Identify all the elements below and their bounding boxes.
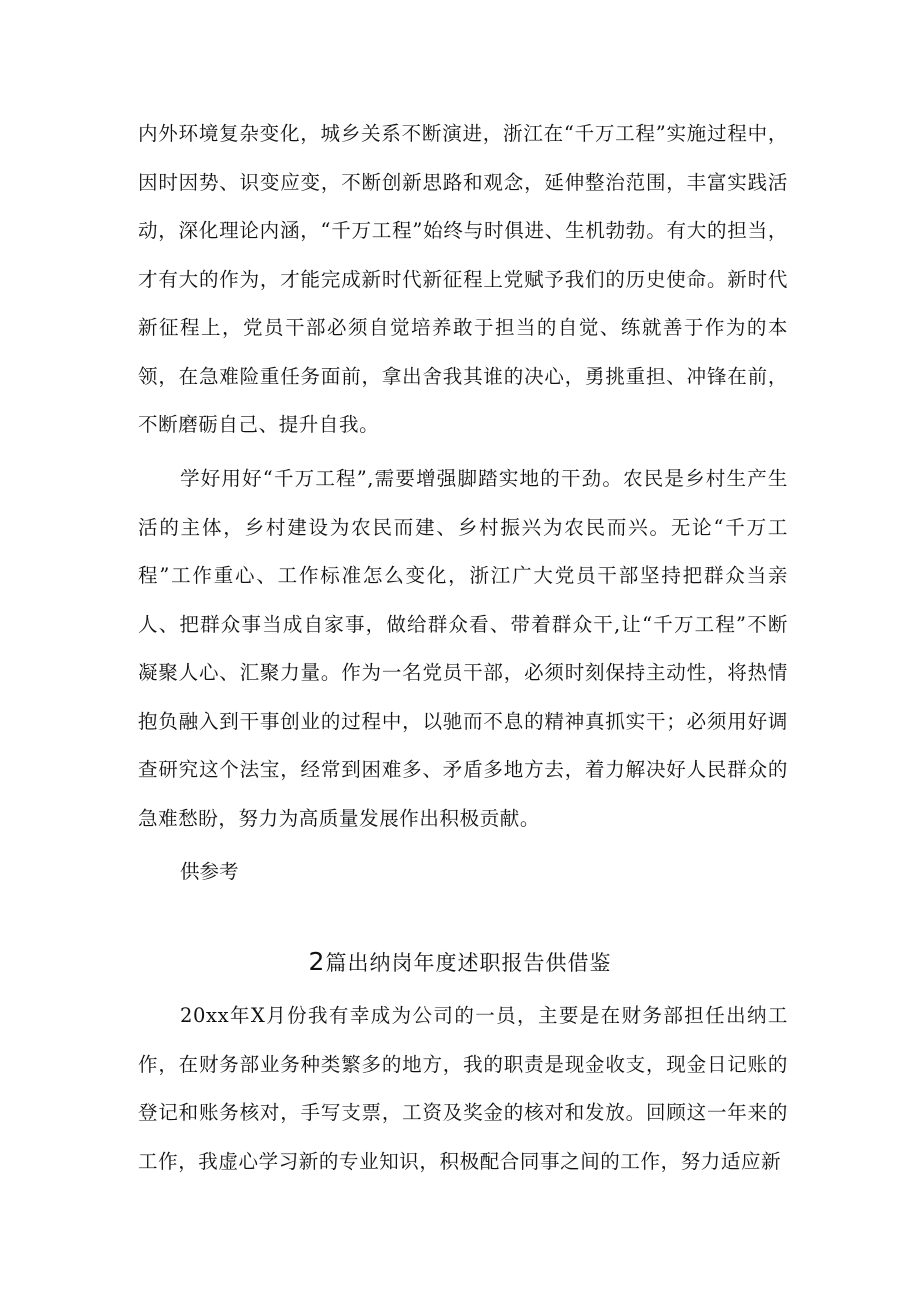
section-heading-text: 篇出纳岗年度述职报告供借鉴 <box>325 951 612 975</box>
reference-note: 供参考 <box>180 860 239 883</box>
paragraph-1: 内外环境复杂变化，城乡关系不断演进，浙江在“千万工程”实施过程中，因时因势、识变应变，不断创新思路和观念，延伸整治范围，丰富实践活动，深化理论内涵，“千万工程”始终与时俱进、生机勃勃。有大的担当，才有大的作为，才能完成新时代新征程上党赋予我们的历史使命。新时代新征程上，党员干部必须自觉培养敢于担当的自觉、练就善于作为的本领，在急难险重任务面前，拿出舍我其谁的决心，勇挑重担、冲锋在前，不断磨砺自己、提升自我。 <box>138 122 788 436</box>
paragraph-3: 20xx年X月份我有幸成为公司的一员，主要是在财务部担任出纳工作，在财务部业务种类繁多的地方，我的职责是现金收支，现金日记账的登记和账务核对，手写支票，工资及奖金的核对和发放。回顾这一年来的工作，我虚心学习新的专业知识，积极配合同事之间的工作，努力适应新 <box>138 1004 788 1173</box>
section-heading <box>0 938 920 987</box>
section-heading-number: 2 <box>308 947 326 976</box>
paragraph-2: 学好用好“千万工程”,需要增强脚踏实地的干劲。农民是乡村生产生活的主体，乡村建设为农民而建、乡村振兴为农民而兴。无论“千万工程”工作重心、工作标准怎么变化，浙江广大党员干部坚持把群众当亲人、把群众事当成自家事，做给群众看、带着群众干,让“千万工程”不断凝聚人心、汇聚力量。作为一名党员干部，必须时刻保持主动性，将热情抱负融入到干事创业的过程中，以驰而不息的精神真抓实干；必须用好调查研究这个法宝，经常到困难多、矛盾多地方去，着力解决好人民群众的急难愁盼，努力为高质量发展作出积极贡献。 <box>138 467 788 830</box>
